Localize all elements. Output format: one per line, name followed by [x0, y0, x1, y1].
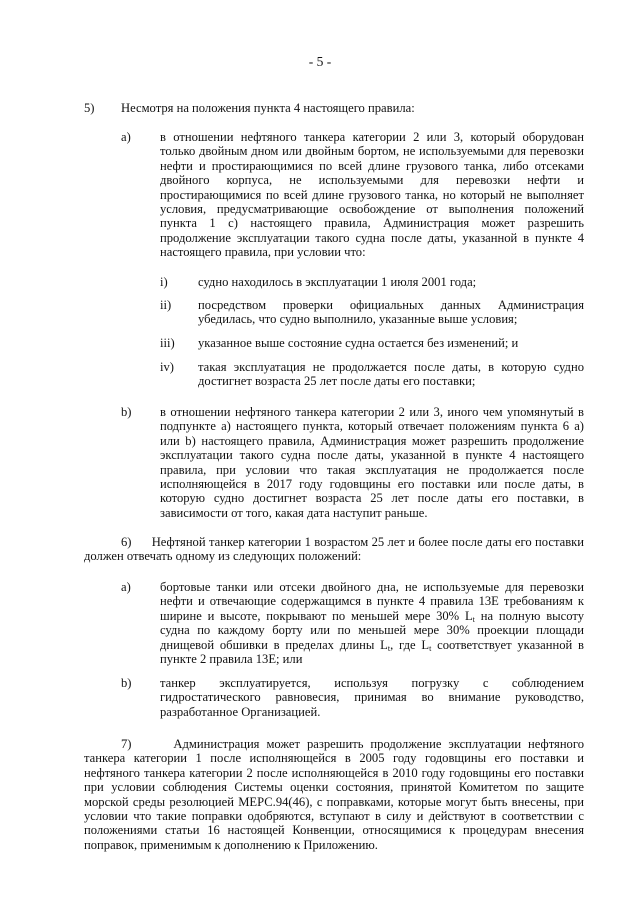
item-i-label: i) [160, 275, 168, 289]
subscript-t: t [472, 614, 475, 624]
paragraph-6b-label: b) [121, 676, 132, 690]
paragraph-6-intro-text: Нефтяной танкер категории 1 возрастом 25 лет и более после даты его поставки должен отвечать одному из следующих положений: [84, 535, 584, 564]
paragraph-6a-label: a) [121, 580, 131, 594]
paragraph-5b-text: в отношении нефтяного танкера категории 2 или 3, иного чем упомянутый в подпункте a) настоящего пункта, который отвечает положениям пункта 6 a) или b) настоящего правила, Администрация может разрешить продолжение эксплуатации такого судна после даты, указанной в пункте 4 настоящего правила, при условии что такая эксплуатация не продолжается после исполняющейся в 2017 году годовщины его поставки или после даты, в которую судно достигнет возраста 25 лет после даты его поставки, в зависимости от того, какая дата наступит раньше. [160, 405, 584, 520]
item-ii-text: посредством проверки официальных данных Администрация убедилась, что судно выполнило, указанные выше условия; [198, 298, 584, 327]
item-ii-label: ii) [160, 298, 172, 312]
paragraph-5-intro: Несмотря на положения пункта 4 настоящего правила: [121, 101, 415, 115]
paragraph-7-text: Администрация может разрешить продолжение эксплуатации нефтяного танкера категории 1 после исполняющейся в 2005 году годовщины его поставки и нефтяного танкера категории 2 после исполняющейся в 2010 году годовщины его поставки при условии соблюдения Системы оценки состояния, принятой Комитетом по защите морской среды резолюцией МЕРС.94(46), с поправками, которые могут быть внесены, при условии что такие поправки одобряются, вступают в силу и действуют в соответствии с положениями статьи 16 настоящей Конвенции, относящимися к процедурам внесения поправок, применимым к дополнению к Приложению. [84, 737, 585, 852]
paragraph-5a-label: a) [121, 130, 131, 144]
paragraph-5-number: 5) [84, 101, 95, 115]
paragraph-6a-part-2: на полную высоту судна по каждому борту или по меньшей мере 30% проекции площади днищевой обшивки в пределах длины L [160, 608, 584, 652]
item-i-text: судно находилось в эксплуатации 1 июля 2001 года; [198, 275, 477, 289]
item-iv-label: iv) [160, 360, 174, 374]
item-iii-text: указанное выше состояние судна остается без изменений; и [198, 336, 519, 350]
paragraph-6b-text: танкер эксплуатируется, используя погрузку с соблюдением гидростатического равновесия, принимая во внимание руководство, разработанное Организацией. [160, 676, 584, 719]
paragraph-6a-part-1: бортовые танки или отсеки двойного дна, не используемые для перевозки нефти и отвечающие содержащимся в пункте 4 правила 13Е требованиям к ширине и высоте, покрывают по меньшей мере 30% L [160, 580, 584, 623]
subscript-t: t [387, 643, 391, 653]
paragraph-7-number: 7) [121, 737, 132, 751]
paragraph-6-number: 6) [121, 535, 132, 549]
item-iv-text: такая эксплуатация не продолжается после даты, в которую судно достигнет возраста 25 лет после даты его поставки; [198, 360, 584, 389]
page-number: - 5 - [308, 54, 332, 69]
paragraph-6a-part-4: соответствует указанной в пункте 2 правила 13Е; или [160, 637, 584, 667]
subscript-t: t [429, 643, 432, 653]
paragraph-5b-label: b) [121, 405, 132, 419]
item-iii-label: iii) [160, 336, 175, 350]
paragraph-7 [84, 737, 584, 852]
paragraph-6a-text [160, 580, 584, 666]
paragraph-5a-text: в отношении нефтяного танкера категории 2 или 3, который оборудован только двойным дном или двойным бортом, не используемыми для перевозки нефти и простирающимися по всей длине грузового танка, либо отсеками двойного корпуса, не используемыми для перевозки нефти и простирающимися по всей длине грузового танка, но который не выполняет условия, предусматривающие освобождение от выполнения положений пункта 1 c) настоящего правила, Администрация может разрешить продолжение эксплуатации такого судна после даты, указанной в пункте 4 настоящего правила, при условии что: [160, 130, 584, 260]
paragraph-6a-part-3: , где L [390, 637, 430, 652]
paragraph-6-intro [84, 535, 584, 564]
